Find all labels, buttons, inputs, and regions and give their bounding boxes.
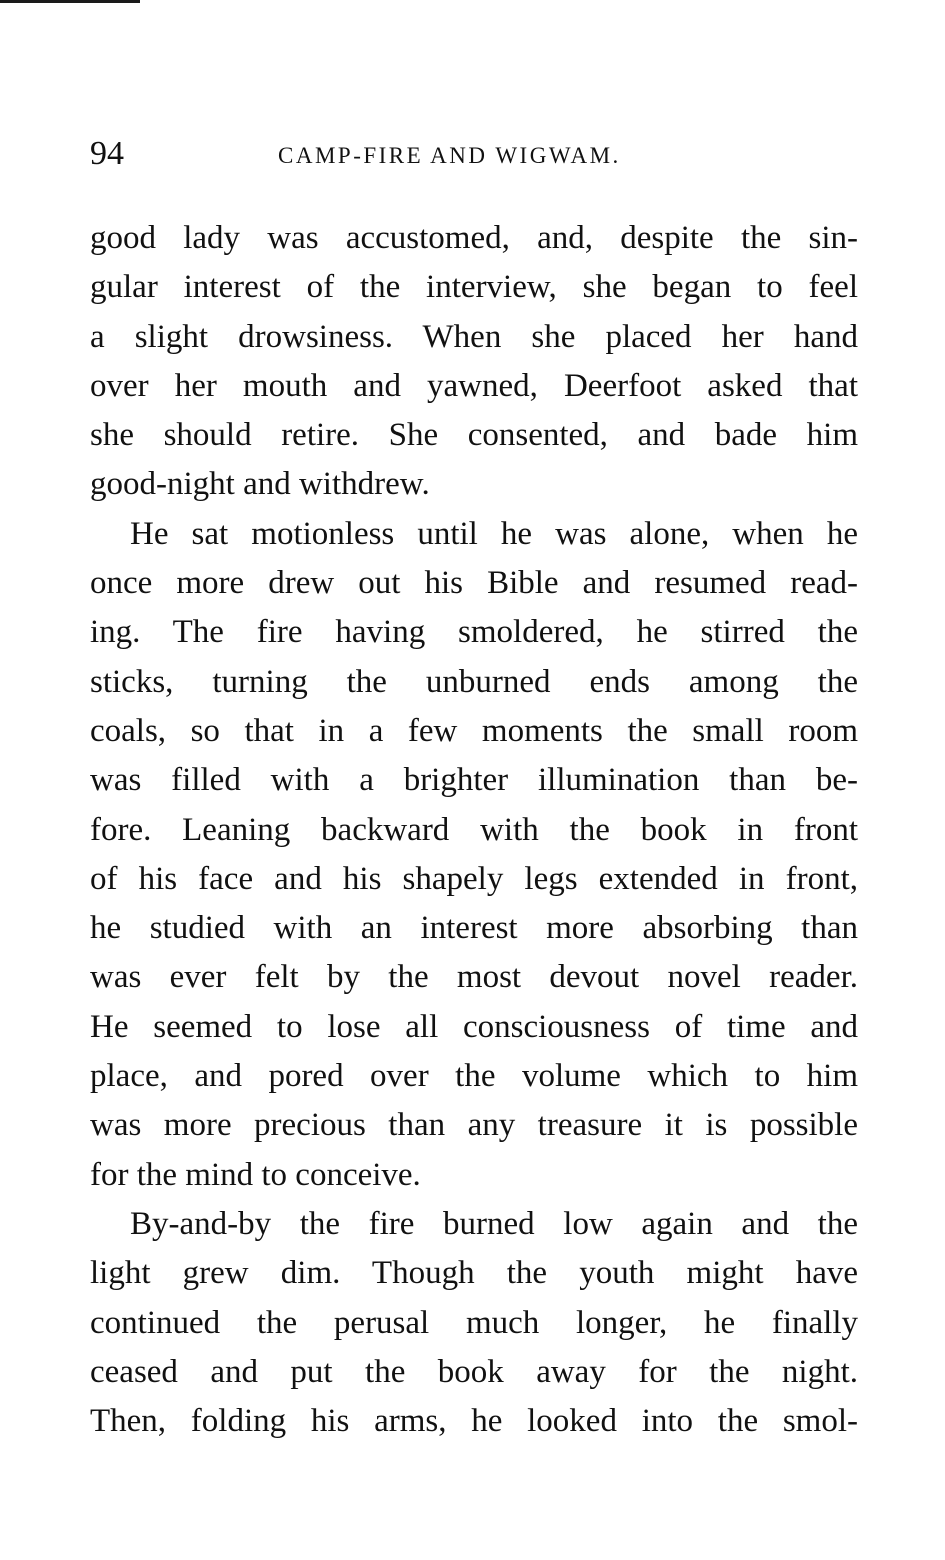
text-line: over her mouth and yawned, Deerfoot asked that [90,367,858,404]
text-line: He seemed to lose all consciousness of time and [90,1008,858,1045]
text-line: a slight drowsiness. When she placed her hand [90,318,858,355]
text-line: ing. The fire having smoldered, he stirred the [90,614,858,651]
text-line: she should retire. She consented, and bade him [90,417,858,454]
text-line: for the mind to conceive. [90,1156,421,1193]
text-line: fore. Leaning backward with the book in front [90,811,858,848]
text-line: ceased and put the book away for the night. [90,1353,858,1390]
text-line: sticks, turning the unburned ends among the [90,663,858,700]
text-line: was ever felt by the most devout novel reader. [90,959,858,996]
running-head [90,132,860,176]
text-line: of his face and his shapely legs extended in front, [90,860,858,897]
text-line: once more drew out his Bible and resumed read- [90,565,858,602]
text-line: was more precious than any treasure it is possible [90,1107,858,1144]
text-line: Then, folding his arms, he looked into the smol- [90,1403,858,1440]
text-line: he studied with an interest more absorbing than [90,910,858,947]
running-title: CAMP-FIRE AND WIGWAM. [278,143,621,168]
page-body [90,214,858,1446]
page-number: 94 [90,135,124,172]
text-line: light grew dim. Though the youth might have [90,1255,858,1292]
text-line: continued the perusal much longer, he finally [90,1304,858,1341]
scan-edge-rule [0,0,140,3]
text-line: gular interest of the interview, she began to feel [90,269,858,306]
text-line: place, and pored over the volume which to him [90,1058,858,1095]
text-line: coals, so that in a few moments the small room [90,712,858,749]
text-line: good-night and withdrew. [90,466,430,503]
text-line: good lady was accustomed, and, despite the sin- [90,220,858,256]
text-line: was filled with a brighter illumination than be- [90,762,858,799]
text-line: By-and-by the fire burned low again and the [130,1205,858,1242]
text-line: He sat motionless until he was alone, when he [130,515,858,552]
